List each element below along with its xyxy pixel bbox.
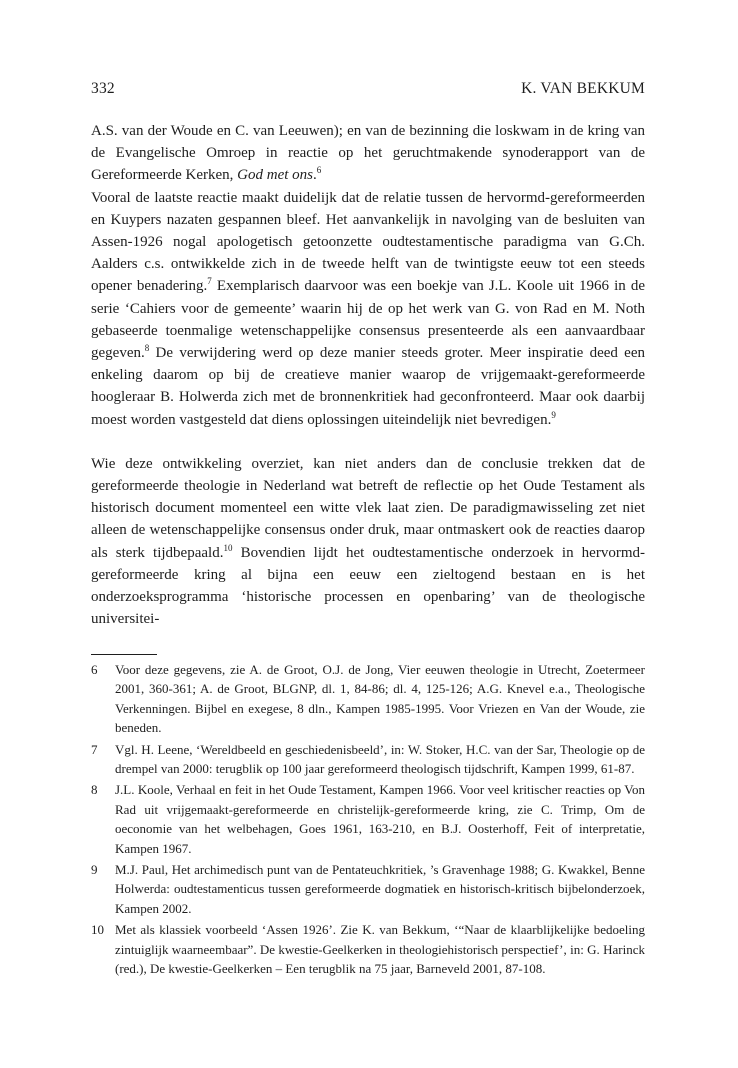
footnote-text: Vgl. H. Leene, ‘Wereldbeeld en geschiedenisbeeld’, in: W. Stoker, H.C. van der Sar, Theologie op de drempel van 2000: terugblik op 100 jaar gereformeerd theologisch tijdschrift, Kampen 1999, 61-87. bbox=[115, 741, 645, 777]
paragraph-3-part-2: Bovendien lijdt het oudtestamentische onderzoek in hervormd-gereformeerde kring al bijna een eeuw een zieltogend bestaan en is het onderzoeksprogramma ‘historische processen en openbaring’ van de theologische universitei- bbox=[91, 544, 645, 628]
page-number: 332 bbox=[91, 80, 115, 97]
footnote-number: 8 bbox=[91, 782, 98, 798]
footnote-text: M.J. Paul, Het archimedisch punt van de Pentateuchkritiek, ’s Gravenhage 1988; G. Kwakkel, Benne Holwerda: oudtestamenticus tussen gereformeerde dogmatiek en historisch-kritisch bijbelonderzoek, Kampen 2002. bbox=[115, 862, 645, 916]
footnote-text: Met als klassiek voorbeeld ‘Assen 1926’. Zie K. van Bekkum, ‘“Naar de klaarblijkelijke bedoeling zintuiglijk waarneembaar”. De kwestie-Geelkerken in theologiehistorisch perspectief’, in: G. Harinck (red.), De kwestie-Geelkerken – Een terugblik na 75 jaar, Barneveld 2001, 87-108. bbox=[115, 922, 645, 977]
paragraph-1-italic-title: God met ons bbox=[237, 167, 313, 184]
footnote-number: 9 bbox=[91, 862, 98, 878]
body-text bbox=[91, 120, 645, 630]
footnote-text: Voor deze gegevens, zie A. de Groot, O.J. de Jong, Vier eeuwen theologie in Utrecht, Zoetermeer 2001, 360-361; A. de Groot, BLGNP, dl. 1, 84-86; dl. 4, 125-126; A.G. Knevel e.a., Theologische Verkenningen. Bijbel en exegese, 8 dln., Kampen 1985-1995. Voor Vriezen en Van der Woude, zie beneden. bbox=[115, 662, 645, 736]
paragraph-1-text: A.S. van der Woude en C. van Leeuwen); en van de bezinning die loskwam in de kring van de Evangelische Omroep in reactie op het geruchtmakende synoderapport van de Gereformeerde Kerken, bbox=[91, 123, 645, 184]
running-head-author: K. VAN BEKKUM bbox=[521, 80, 645, 97]
footnote-number: 10 bbox=[91, 922, 104, 938]
note-ref-9[interactable]: 9 bbox=[551, 409, 556, 420]
paragraph-2-part-2: Exemplarisch daarvoor was een boekje van J.L. Koole uit 1966 in de serie ‘Cahiers voor de gemeente’ waarin hij de op het werk van G. von Rad en M. Noth gebaseerde toenmalige wetenschappelijke consensus presenteerde als een aanvaardbaar gegeven. bbox=[91, 278, 645, 362]
note-ref-10[interactable]: 10 bbox=[223, 542, 233, 553]
note-ref-7[interactable]: 7 bbox=[207, 276, 212, 287]
note-ref-8[interactable]: 8 bbox=[144, 343, 150, 354]
footnote bbox=[91, 740, 645, 779]
paragraph-3-part-1: Wie deze ontwikkeling overziet, kan niet anders dan de conclusie trekken dat de gereformeerde theologie in Nederland wat betreft de reflectie op het Oude Testament als historisch document momenteel een witte vlek laat zien. De paradigmawisseling zet niet alleen de wetenschappelijke consensus onder druk, maar ontmaskert ook de reacties daarop als sterk tijdbepaald. bbox=[91, 455, 645, 561]
paragraph-1 bbox=[91, 120, 645, 187]
footnote-number: 7 bbox=[91, 741, 98, 757]
footnote-separator bbox=[91, 654, 157, 655]
running-head bbox=[91, 80, 645, 98]
footnote-text: J.L. Koole, Verhaal en feit in het Oude Testament, Kampen 1966. Voor veel kritischer reacties op Von Rad uit vrijgemaakt-gereformeerde en christelijk-gereformeerde kring, zie C. Trimp, Om de oeconomie van het welbehagen, Goes 1961, 163-210, en B.J. Oosterhoff, Feit of interpretatie, Kampen 1967. bbox=[115, 782, 645, 856]
footnote bbox=[91, 660, 645, 738]
footnote-number: 6 bbox=[91, 662, 98, 677]
paragraph-2-part-3: De verwijdering werd op deze manier steeds groter. Meer inspiratie deed een enkeling daarom op bij de creatieve manier waarop de vrijgemaakt-gereformeerde hoogleraar B. Holwerda zich met de bronnenkritiek had geconfronteerd. Maar ook daarbij moest worden vastgesteld dat diens oplossingen uiteindelijk niet bevredigen. bbox=[91, 345, 645, 428]
paragraph-1-punct: . bbox=[313, 167, 317, 184]
paragraph-3 bbox=[91, 453, 645, 631]
note-ref-6[interactable]: 6 bbox=[316, 165, 322, 176]
paragraph-2-part-1: Vooral de laatste reactie maakt duidelijk dat de relatie tussen de hervormd-gereformeerden en Kuypers nazaten gespannen bleef. Het aanvankelijk in navolging van de besluiten van Assen-1926 nogal apologetisch getoonzette oudtestamentische paradigma van G.Ch. Aalders c.s. ontwikkelde zich in de tweede helft van de twintigste eeuw tot een steeds opener benadering. bbox=[91, 189, 645, 295]
footnote bbox=[91, 920, 645, 978]
paragraph-2 bbox=[91, 187, 645, 431]
footnote bbox=[91, 780, 645, 858]
footnote bbox=[91, 860, 645, 918]
footnotes bbox=[91, 660, 645, 981]
